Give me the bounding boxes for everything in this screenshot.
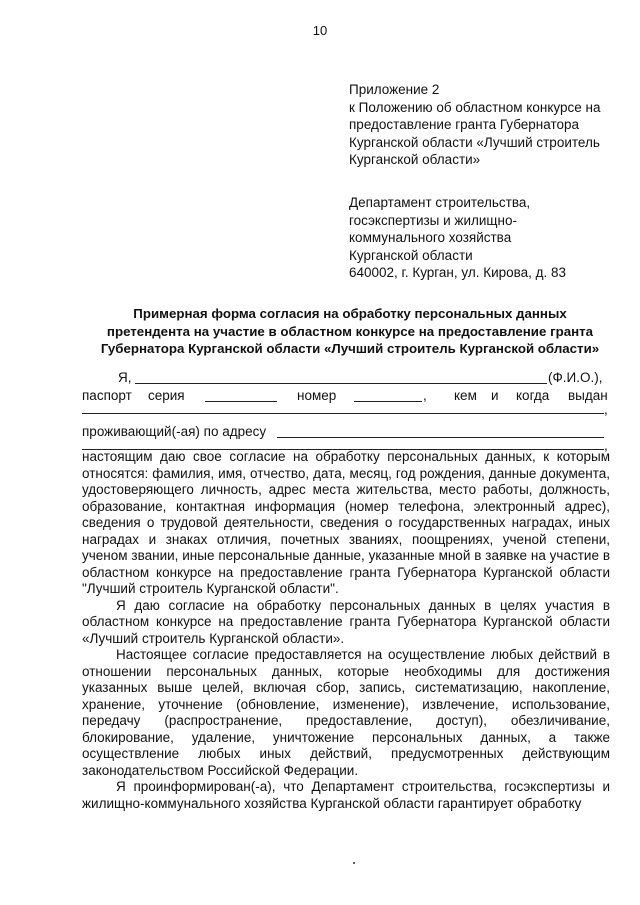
residing-label: проживающий(-ая) по адресу bbox=[82, 424, 267, 439]
series-field[interactable] bbox=[205, 401, 277, 402]
consent-paragraph: Я даю согласие на обработку персональных данных в целях участия в областном конкурсе на предоставление гранта Губернатора Курганской области «Лучший строитель Курганской области». bbox=[82, 597, 610, 646]
fio-field[interactable] bbox=[135, 383, 547, 384]
recipient-line: госэкспертизы и жилищно- bbox=[349, 212, 517, 228]
appendix-line: Курганской области» bbox=[349, 152, 481, 167]
appendix-line: предоставление гранта Губернатора bbox=[349, 117, 580, 132]
appendix-block bbox=[349, 81, 600, 169]
scan-dot bbox=[353, 862, 355, 864]
fio-label: (Ф.И.О.), bbox=[548, 370, 603, 385]
issued-by-row bbox=[82, 402, 610, 423]
address-row bbox=[82, 423, 610, 441]
appendix-line: Курганской области «Лучший строитель bbox=[349, 134, 600, 150]
title-line: Примерная форма согласия на обработку персональных данных bbox=[133, 306, 567, 321]
page-number: 10 bbox=[312, 23, 328, 38]
fio-row bbox=[82, 369, 610, 387]
issued-comma: , bbox=[604, 402, 608, 417]
recipient-block bbox=[349, 194, 566, 282]
issued-by-field[interactable] bbox=[82, 413, 604, 414]
appendix-line: к Положению об областном конкурсе на bbox=[349, 99, 601, 115]
by-whom-label: кем bbox=[454, 388, 477, 403]
document-title bbox=[70, 305, 630, 358]
when-label: когда bbox=[516, 388, 550, 403]
recipient-line: 640002, г. Курган, ул. Кирова, д. 83 bbox=[349, 265, 567, 280]
recipient-line: коммунального хозяйства bbox=[349, 230, 512, 245]
recipient-line: Курганской области bbox=[349, 247, 473, 263]
ya-label: Я, bbox=[118, 370, 132, 385]
consent-paragraph: Я проинформирован(-а), что Департамент строительства, госэкспертизы и жилищно-коммунального хозяйства Курганской области гарантирует обработку bbox=[82, 779, 610, 811]
title-line: Губернатора Курганской области «Лучший строитель Курганской области» bbox=[100, 341, 600, 356]
issued-label: выдан bbox=[568, 388, 608, 403]
personal-info-form bbox=[82, 369, 610, 459]
recipient-line: Департамент строительства, bbox=[349, 195, 531, 210]
address-field[interactable] bbox=[277, 437, 604, 438]
appendix-title: Приложение 2 bbox=[349, 82, 440, 97]
and-label: и bbox=[491, 388, 499, 403]
title-line: претендента на участие в областном конкурсе на предоставление гранта bbox=[106, 323, 594, 339]
passport-row bbox=[82, 387, 610, 405]
number-comma: , bbox=[423, 388, 427, 403]
consent-paragraph: настоящим даю свое согласие на обработку персональных данных, к которым относятся: фамилия, имя, отчество, дата, месяц, год рождения, данные документа, удостоверяющего личность, адрес места жительства, место работы, должность, образование, контактная информация (номер телефона, электронный адрес), сведения о трудовой деятельности, сведения о государственных наградах, иных наградах и знаках отличия, почетных званиях, поощрениях, ученой степени, ученом звании, иные персональные данные, указанные мной в заявке на участие в областном конкурсе на предоставление гранта Губернатора Курганской области "Лучший строитель Курганской области". bbox=[82, 449, 610, 596]
address-comma: , bbox=[604, 438, 608, 453]
passport-label: паспорт bbox=[82, 388, 132, 403]
number-label: номер bbox=[297, 388, 337, 403]
series-label: серия bbox=[148, 388, 185, 403]
consent-body bbox=[82, 449, 610, 812]
number-field[interactable] bbox=[354, 401, 422, 402]
consent-paragraph: Настоящее согласие предоставляется на осуществление любых действий в отношении персональных данных, которые необходимы для достижения указанных выше целей, включая сбор, запись, систематизацию, накопление, хранение, уточнение (обновление, изменение), извлечение, использование, передачу (распространение, предоставление, доступ), обезличивание, блокирование, удаление, уничтожение персональных данных, а также осуществление любых иных действий, предусмотренных действующим законодательством Российской Федерации. bbox=[82, 647, 610, 778]
